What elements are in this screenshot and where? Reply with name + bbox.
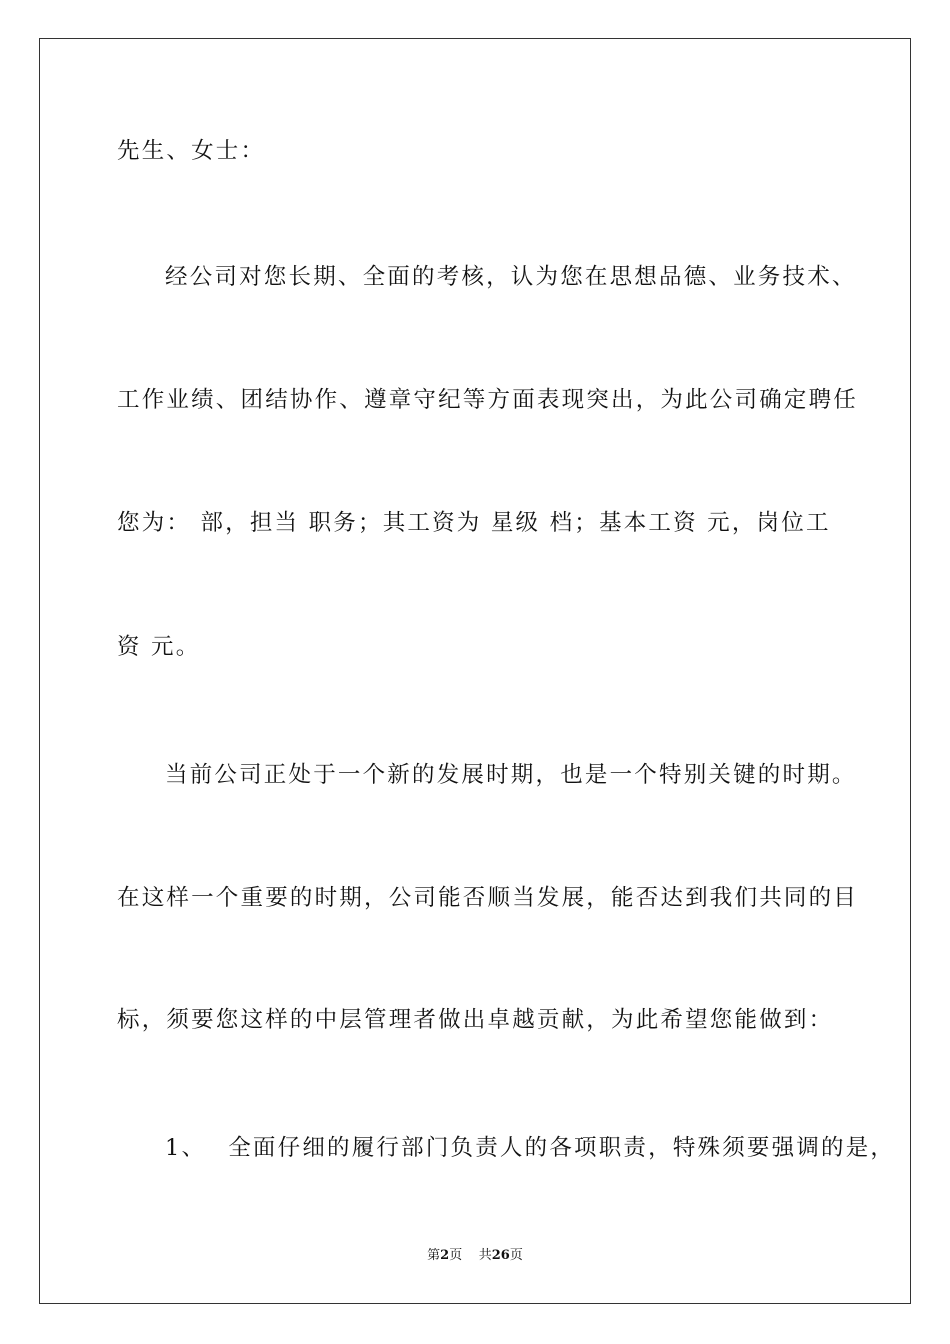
- paragraph-2-line-3: 标，须要您这样的中层管理者做出卓越贡献，为此希望您能做到：: [117, 1007, 834, 1033]
- list-item-1-number: 1、: [165, 1135, 207, 1161]
- footer-total-pages: 26: [491, 1248, 510, 1263]
- footer-total-suffix: 页: [509, 1248, 523, 1263]
- list-item-1: [165, 1133, 895, 1163]
- list-item-1-text: 全面仔细的履行部门负责人的各项职责，特殊须要强调的是，: [228, 1135, 896, 1161]
- paragraph-1-line-3: 您为： 部，担当 职务；其工资为 星级 档；基本工资 元，岗位工: [117, 510, 831, 536]
- paragraph-2-line-2: 在这样一个重要的时期，公司能否顺当发展，能否达到我们共同的目: [117, 885, 859, 911]
- greeting: 先生、女士：: [117, 138, 266, 164]
- paragraph-1-line-2: 工作业绩、团结协作、遵章守纪等方面表现突出，为此公司确定聘任: [117, 387, 859, 413]
- page-footer: [0, 1247, 950, 1265]
- paragraph-2-line-1: 当前公司正处于一个新的发展时期，也是一个特别关键的时期。: [165, 762, 857, 788]
- footer-page-prefix: 第: [427, 1248, 441, 1263]
- paragraph-1-line-4: 资 元。: [117, 634, 201, 660]
- paragraph-1-line-1: 经公司对您长期、全面的考核，认为您在思想品德、业务技术、: [165, 264, 857, 290]
- footer-page-suffix: 页: [449, 1248, 463, 1263]
- page-border: [39, 38, 911, 1304]
- footer-total-prefix: 共: [478, 1248, 492, 1263]
- footer-page-number: 2: [440, 1248, 450, 1263]
